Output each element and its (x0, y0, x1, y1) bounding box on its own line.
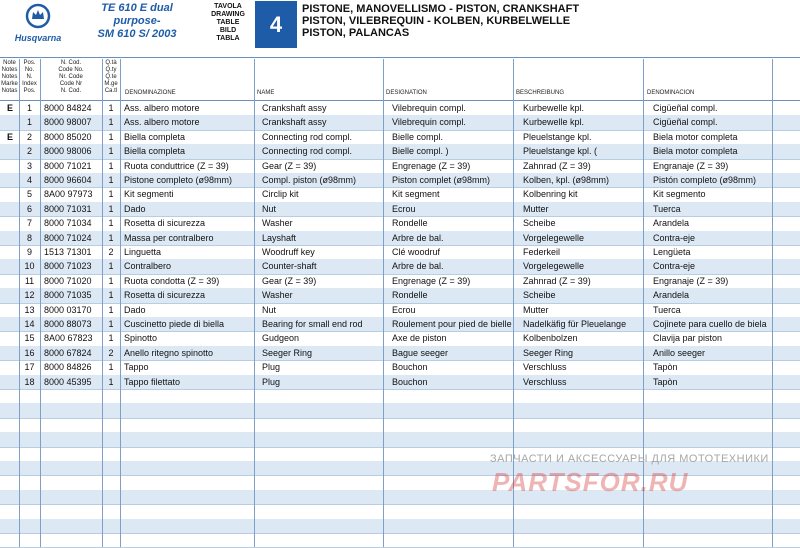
cell-en: Washer (262, 218, 293, 229)
cell-pos: 12 (24, 290, 35, 301)
grid-line (254, 59, 255, 547)
cell-code: 8000 85020 (44, 131, 92, 142)
cell-en: Counter-shaft (262, 261, 317, 272)
cell-es: Kit segmento (653, 189, 706, 200)
cell-de: Nadelkäfig für Pleuelange (523, 319, 627, 329)
cell-code: 8000 71035 (44, 290, 92, 301)
cell-en: Gear (Z = 39) (262, 275, 317, 286)
grid-line (102, 59, 103, 547)
model-title: TE 610 E dual purpose- SM 610 S/ 2003 (97, 2, 177, 40)
cell-en: Seeger Ring (262, 347, 313, 358)
cell-code: 8000 71034 (44, 218, 92, 229)
cell-pos: 14 (24, 319, 35, 329)
grid-line (120, 59, 121, 547)
cell-pos: 3 (26, 160, 32, 171)
cell-it: Kit segmenti (124, 189, 174, 200)
cell-pos: 13 (24, 304, 35, 315)
cell-es: Contra-eje (653, 232, 696, 243)
cell-en: Plug (262, 362, 281, 373)
cell-en: Circlip kit (262, 189, 299, 200)
section-title: PISTON, VILEBREQUIN - KOLBEN, KURBELWELLE (302, 15, 571, 27)
col-header-beschreibung: BESCHREIBUNG (516, 90, 565, 96)
section-title: PISTONE, MANOVELLISMO - PISTON, CRANKSHAFT (302, 3, 580, 15)
cell-it: Ruota condotta (Z = 39) (124, 275, 220, 286)
cell-it: Biella completa (124, 146, 186, 157)
section-titles (302, 3, 579, 39)
cell-pos: 5 (26, 189, 32, 200)
grid-line (19, 59, 20, 547)
cell-it: Anello ritegno spinotto (124, 347, 214, 358)
cell-code: 8000 71031 (44, 203, 92, 214)
cell-qty: 1 (108, 232, 114, 243)
cell-qty: 1 (108, 333, 114, 344)
cell-fr: Bouchon (392, 376, 428, 387)
cell-es: Cigüeñal compl. (653, 103, 718, 113)
cell-code: 8000 96604 (44, 175, 92, 185)
cell-de: Kolben, kpl. (ø98mm) (523, 175, 610, 185)
cell-it: Tappo filettato (124, 376, 181, 387)
cell-qty: 2 (108, 347, 114, 358)
table-number: 4 (255, 1, 297, 48)
cell-qty: 1 (108, 218, 114, 229)
cell-es: Pistón completo (ø98mm) (653, 175, 757, 185)
cell-qty: 1 (108, 290, 114, 301)
cell-qty: 1 (108, 203, 114, 214)
cell-code: 8A00 67823 (44, 333, 93, 344)
cell-fr: Roulement pour pied de bielle (392, 319, 512, 329)
cell-de: Zahnrad (Z = 39) (523, 275, 591, 286)
cell-pos: 1 (26, 103, 32, 113)
cell-pos: 9 (26, 247, 32, 257)
cell-es: Engranaje (Z = 39) (653, 160, 729, 171)
cell-es: Tuerca (653, 203, 681, 214)
cell-en: Plug (262, 376, 281, 387)
cell-en: Connecting rod compl. (262, 131, 353, 142)
cell-en: Compl. piston (ø98mm) (262, 175, 357, 185)
cell-qty: 1 (108, 160, 114, 171)
col-header-note: Note Notes Notes Marke Notas (1, 60, 18, 94)
cell-qty: 1 (108, 376, 114, 387)
cell-code: 8000 45395 (44, 376, 92, 387)
cell-code: 8000 88073 (44, 319, 92, 329)
cell-pos: 11 (24, 275, 35, 286)
table-label: TAVOLA DRAWING TABLE BILD TABLA (211, 3, 245, 42)
cell-es: Cigüeñal compl. (653, 117, 718, 128)
cell-de: Scheibe (523, 218, 556, 229)
cell-note: E (6, 131, 13, 142)
cell-fr: Clé woodruf (392, 247, 441, 257)
cell-pos: 7 (26, 218, 32, 229)
cell-pos: 2 (26, 131, 32, 142)
cell-fr: Vilebrequin compl. (392, 103, 466, 113)
cell-code: 8000 71023 (44, 261, 92, 272)
cell-de: Zahnrad (Z = 39) (523, 160, 591, 171)
cell-fr: Ecrou (392, 304, 416, 315)
cell-de: Verschluss (523, 376, 567, 387)
watermark-text: ЗАПЧАСТИ И АКСЕССУАРЫ ДЛЯ МОТОТЕХНИКИ (490, 453, 769, 465)
cell-qty: 1 (108, 175, 114, 185)
grid-line (772, 59, 773, 547)
cell-es: Arandela (653, 290, 690, 301)
cell-it: Linguetta (124, 247, 162, 257)
cell-qty: 1 (108, 275, 114, 286)
cell-fr: Kit segment (392, 189, 440, 200)
cell-fr: Bouchon (392, 362, 428, 373)
cell-de: Seeger Ring (523, 347, 574, 358)
cell-fr: Piston complet (ø98mm) (392, 175, 491, 185)
cell-pos: 10 (24, 261, 35, 272)
cell-en: Layshaft (262, 232, 297, 243)
section-title: PISTON, PALANCAS (302, 27, 410, 39)
cell-code: 8000 98006 (44, 146, 92, 157)
cell-es: Biela motor completa (653, 146, 738, 157)
cell-en: Nut (262, 203, 277, 214)
cell-qty: 1 (108, 189, 114, 200)
cell-it: Dado (124, 203, 146, 214)
cell-de: Federkeil (523, 247, 561, 257)
grid-line (383, 59, 384, 547)
cell-de: Kurbewelle kpl. (523, 117, 585, 128)
cell-fr: Engrenage (Z = 39) (392, 275, 471, 286)
cell-it: Dado (124, 304, 146, 315)
cell-code: 8000 98007 (44, 117, 92, 128)
cell-fr: Bielle compl. (392, 131, 444, 142)
watermark-logo: PARTSFOR.RU (492, 467, 689, 497)
cell-fr: Arbre de bal. (392, 232, 444, 243)
cell-it: Tappo (124, 362, 149, 373)
cell-en: Gudgeon (262, 333, 300, 344)
cell-es: Tapòn (653, 376, 678, 387)
cell-qty: 1 (108, 131, 114, 142)
col-header-designation: DESIGNATION (386, 90, 427, 96)
cell-qty: 1 (108, 362, 114, 373)
cell-pos: 16 (24, 347, 35, 358)
cell-de: Vorgelegewelle (523, 261, 585, 272)
cell-es: Arandela (653, 218, 690, 229)
cell-fr: Rondelle (392, 290, 428, 301)
cell-code: 8000 84826 (44, 362, 92, 373)
cell-code: 8000 03170 (44, 304, 92, 315)
crown-icon (25, 3, 51, 29)
cell-it: Ruota conduttrice (Z = 39) (124, 160, 229, 171)
cell-de: Pleuelstange kpl. ( (523, 146, 598, 157)
page-header (0, 0, 800, 58)
cell-it: Rosetta di sicurezza (124, 290, 206, 301)
cell-fr: Arbre de bal. (392, 261, 444, 272)
col-header-code: N. Cod. Code No. Nr. Code Code Nr N. Cod. (58, 60, 84, 94)
brand-logo (2, 3, 74, 51)
col-header-name: NAME (257, 90, 275, 96)
cell-en: Woodruff key (262, 247, 315, 257)
cell-en: Connecting rod compl. (262, 146, 353, 157)
cell-it: Spinotto (124, 333, 158, 344)
cell-pos: 15 (24, 333, 35, 344)
cell-de: Scheibe (523, 290, 556, 301)
col-header-qty: Q.tà Q.ty Q.te M.ge Ca.tl (104, 60, 118, 94)
cell-code: 8000 71024 (44, 232, 92, 243)
cell-pos: 18 (24, 376, 35, 387)
cell-es: Tuerca (653, 304, 681, 315)
cell-fr: Axe de piston (392, 333, 447, 344)
cell-de: Vorgelegewelle (523, 232, 585, 243)
cell-it: Ass. albero motore (124, 103, 200, 113)
col-header-denominazione: DENOMINAZIONE (125, 90, 176, 96)
cell-es: Clavija par piston (653, 333, 723, 344)
cell-qty: 1 (108, 146, 114, 157)
cell-fr: Rondelle (392, 218, 428, 229)
cell-pos: 1 (26, 117, 32, 128)
cell-es: Contra-eje (653, 261, 696, 272)
cell-code: 1513 71301 (44, 247, 92, 257)
cell-pos: 8 (26, 232, 32, 243)
cell-es: Engranaje (Z = 39) (653, 275, 729, 286)
cell-de: Verschluss (523, 362, 567, 373)
cell-fr: Ecrou (392, 203, 416, 214)
cell-it: Cuscinetto piede di biella (124, 319, 225, 329)
cell-qty: 2 (108, 247, 114, 257)
cell-qty: 1 (108, 103, 114, 113)
cell-it: Massa per contralbero (124, 232, 214, 243)
cell-en: Washer (262, 290, 293, 301)
cell-it: Contralbero (124, 261, 172, 272)
cell-it: Biella completa (124, 131, 186, 142)
cell-it: Ass. albero motore (124, 117, 200, 128)
cell-it: Pistone completo (ø98mm) (124, 175, 233, 185)
cell-en: Nut (262, 304, 277, 315)
cell-pos: 6 (26, 203, 32, 214)
col-header-denominacion: DENOMINACION (647, 90, 695, 96)
cell-qty: 1 (108, 117, 114, 128)
cell-code: 8000 84824 (44, 103, 92, 113)
cell-es: Biela motor completa (653, 131, 738, 142)
cell-qty: 1 (108, 304, 114, 315)
cell-code: 8000 67824 (44, 347, 92, 358)
brand-name: Husqvarna (14, 33, 62, 43)
cell-fr: Bague seeger (392, 347, 449, 358)
cell-note: E (6, 103, 13, 113)
cell-fr: Bielle compl. ) (392, 146, 449, 157)
cell-de: Pleuelstange kpl. (523, 131, 592, 142)
cell-en: Crankshaft assy (262, 103, 327, 113)
cell-pos: 17 (24, 362, 35, 373)
cell-de: Kolbenbolzen (523, 333, 578, 344)
cell-de: Kurbewelle kpl. (523, 103, 585, 113)
cell-pos: 4 (26, 175, 32, 185)
cell-en: Bearing for small end rod (262, 319, 363, 329)
cell-es: Tapòn (653, 362, 678, 373)
cell-qty: 1 (108, 319, 114, 329)
cell-fr: Engrenage (Z = 39) (392, 160, 471, 171)
cell-code: 8A00 97973 (44, 189, 93, 200)
cell-es: Anillo seeger (653, 347, 706, 358)
cell-code: 8000 71020 (44, 275, 92, 286)
cell-it: Rosetta di sicurezza (124, 218, 206, 229)
cell-es: Cojinete para cuello de biela (653, 319, 767, 329)
cell-code: 8000 71021 (44, 160, 92, 171)
cell-de: Mutter (523, 304, 549, 315)
col-header-pos: Pos. No. N. Index Pos. (22, 60, 37, 94)
cell-en: Crankshaft assy (262, 117, 327, 128)
cell-de: Kolbenring kit (523, 189, 578, 200)
grid-line (40, 59, 41, 547)
cell-pos: 2 (26, 146, 32, 157)
cell-de: Mutter (523, 203, 549, 214)
cell-qty: 1 (108, 261, 114, 272)
cell-en: Gear (Z = 39) (262, 160, 317, 171)
cell-es: Lengüeta (653, 247, 691, 257)
cell-fr: Vilebrequin compl. (392, 117, 466, 128)
